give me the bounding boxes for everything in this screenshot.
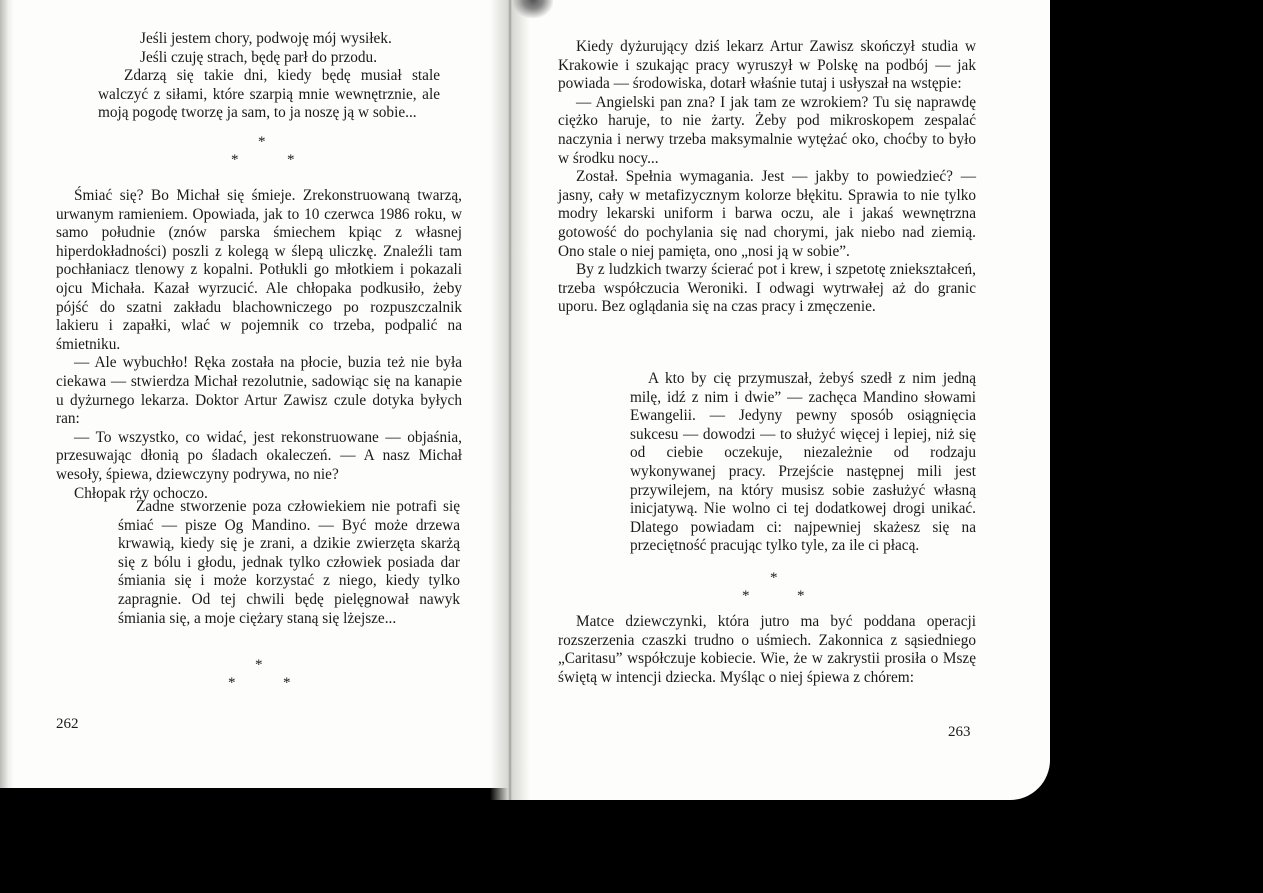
left-quote — [118, 498, 460, 628]
scan-smudge — [513, 0, 553, 18]
paragraph: Kiedy dyżurujący dziś lekarz Artur Zawisz skończył studia w Krakowie i szukając pracy wyruszył w Polskę na podbój — jak powiada — środowiska, dotarł właśnie tutaj i usłyszał na wstępie: — [558, 38, 976, 93]
paragraph: — Ale wybuchło! Ręka została na płocie, buzia też nie była ciekawa — stwierdza Michał rezolutnie, sadowiąc się na kanapie u dyżurnego lekarza. Doktor Artur Zawisz czule dotyka byłych ran: — [56, 354, 462, 428]
paragraph: Śmiać się? Bo Michał się śmieje. Zrekonstruowaną twarzą, urwanym ramieniem. Opowiada, jak to 10 czerwca 1986 roku, w samo południe (znów parska śmiechem kpiąc z własnej hiperdokładności) poszli z kolegą w ślepą uliczkę. Znaleźli tam pochłaniacz tlenowy z kopalni. Potłukli go młotkiem i pokazali ojcu Michała. Kazał wyrzucić. Ale chłopaka podkusiło, żeby pójść do szatni zakładu blachowniczego po rozpuszczalnik lakieru i zapałki, wlać w pojemnik co trzeba, podpalić na śmietniku. — [56, 187, 462, 353]
quote-text: Żadne stworzenie poza człowiekiem nie potrafi się śmiać — pisze Og Mandino. — Być może drzewa krwawią, kiedy się je zrani, a dzikie zwierzęta skarżą się z bólu i głodu, jednak tylko człowiek posiada dar śmiania się i może korzystać z niego, kiedy tylko zapragnie. Od tej chwili będę pielęgnował nawyk śmiania się, a moje ciężary staną się lżejsze... — [118, 498, 460, 627]
book-gutter — [490, 0, 530, 800]
separator-star: * — [228, 675, 236, 691]
page-number: 263 — [948, 724, 971, 740]
paragraph: Został. Spełnia wymagania. Jest — jakby to powiedzieć? — jasny, cały w metafizycznym kolorze błękitu. Sprawia to nie tylko modry lekarski uniform i barwa oczu, ale i jakaś wewnętrzna gotowość do pochylania się nad chorymi, jak niebo nad ziemią. Ono stale o niej pamięta, ono „nosi ją w sobie”. — [558, 168, 976, 260]
left-poem — [98, 30, 440, 123]
right-body — [558, 38, 976, 317]
paragraph: — To wszystko, co widać, jest rekonstruowane — objaśnia, przesuwając dłonią po śladach okaleczeń. — A nasz Michał wesoły, śpiewa, dziewczyny podrywa, no nie? — [56, 428, 462, 483]
left-page — [0, 0, 510, 788]
scan-background — [1050, 0, 1263, 893]
section-separator — [0, 657, 510, 695]
right-page — [510, 0, 1050, 800]
separator-star: * — [287, 152, 295, 168]
paragraph: — Angielski pan zna? I jak tam ze wzrokiem? Tu się naprawdę ciężko haruje, to nie żarty. Żeby pod mikroskopem zespalać naczynia i nerwy trzeba maksymalnie wytężać oko, choćby to było w środku nocy... — [558, 93, 976, 167]
poem-paragraph: Zdarzą się takie dni, kiedy będę musiał stale walczyć z siłami, które szarpią mnie wewnętrznie, ale moją pogodę tworzę ja sam, to ja noszę ją w sobie... — [98, 67, 440, 122]
section-separator — [510, 570, 1050, 608]
right-closing — [558, 613, 976, 687]
separator-star: * — [797, 588, 805, 604]
quote-text: A kto by cię przymuszał, żebyś szedł z nim jedną milę, idź z nim i dwie” — zachęca Mandino słowami Ewangelii. — Jedyny pewny sposób osiągnięcia sukcesu — dowodzi — to służyć więcej i lepiej, niż się od ciebie oczekuje, niezależnie od rodzaju wykonywanej pracy. Przejście następnej mili jest przywilejem, na który musisz sobie zasłużyć własną inicjatywą. Nie wolno ci tej dodatkowej drogi unikać. Dlatego powiadam ci: najpewniej skażesz się na przeciętność pracując tylko tyle, za ile ci płacą. — [630, 370, 976, 555]
separator-star: * — [770, 570, 778, 586]
section-separator — [0, 134, 510, 172]
separator-star: * — [283, 675, 291, 691]
poem-line: Jeśli czuję strach, będę parł do przodu. — [140, 48, 378, 66]
paragraph: Chłopak rży ochoczo. — [74, 484, 208, 502]
poem-line: Jeśli jestem chory, podwoję mój wysiłek. — [140, 30, 392, 47]
separator-star: * — [255, 657, 263, 673]
page-number: 262 — [56, 716, 79, 732]
separator-star: * — [258, 134, 266, 150]
left-body — [56, 187, 462, 503]
paragraph: By z ludzkich twarzy ścierać pot i krew, i szpetotę zniekształceń, trzeba współczucia Weroniki. I odwagi wytrwałej aż do granic uporu. Bez oglądania się na czas pracy i zmęczenie. — [558, 261, 976, 316]
separator-star: * — [231, 152, 239, 168]
paragraph: Matce dziewczynki, która jutro ma być poddana operacji rozszerzenia czaszki trudno o uśmiech. Zakonnica z sąsiedniego „Caritasu” współczuje kobiecie. Wie, że w zakrystii prosiła o Mszę świętą w intencji dziecka. Myśląc o niej śpiewa z chórem: — [558, 613, 976, 686]
separator-star: * — [742, 588, 750, 604]
right-quote — [630, 370, 976, 556]
